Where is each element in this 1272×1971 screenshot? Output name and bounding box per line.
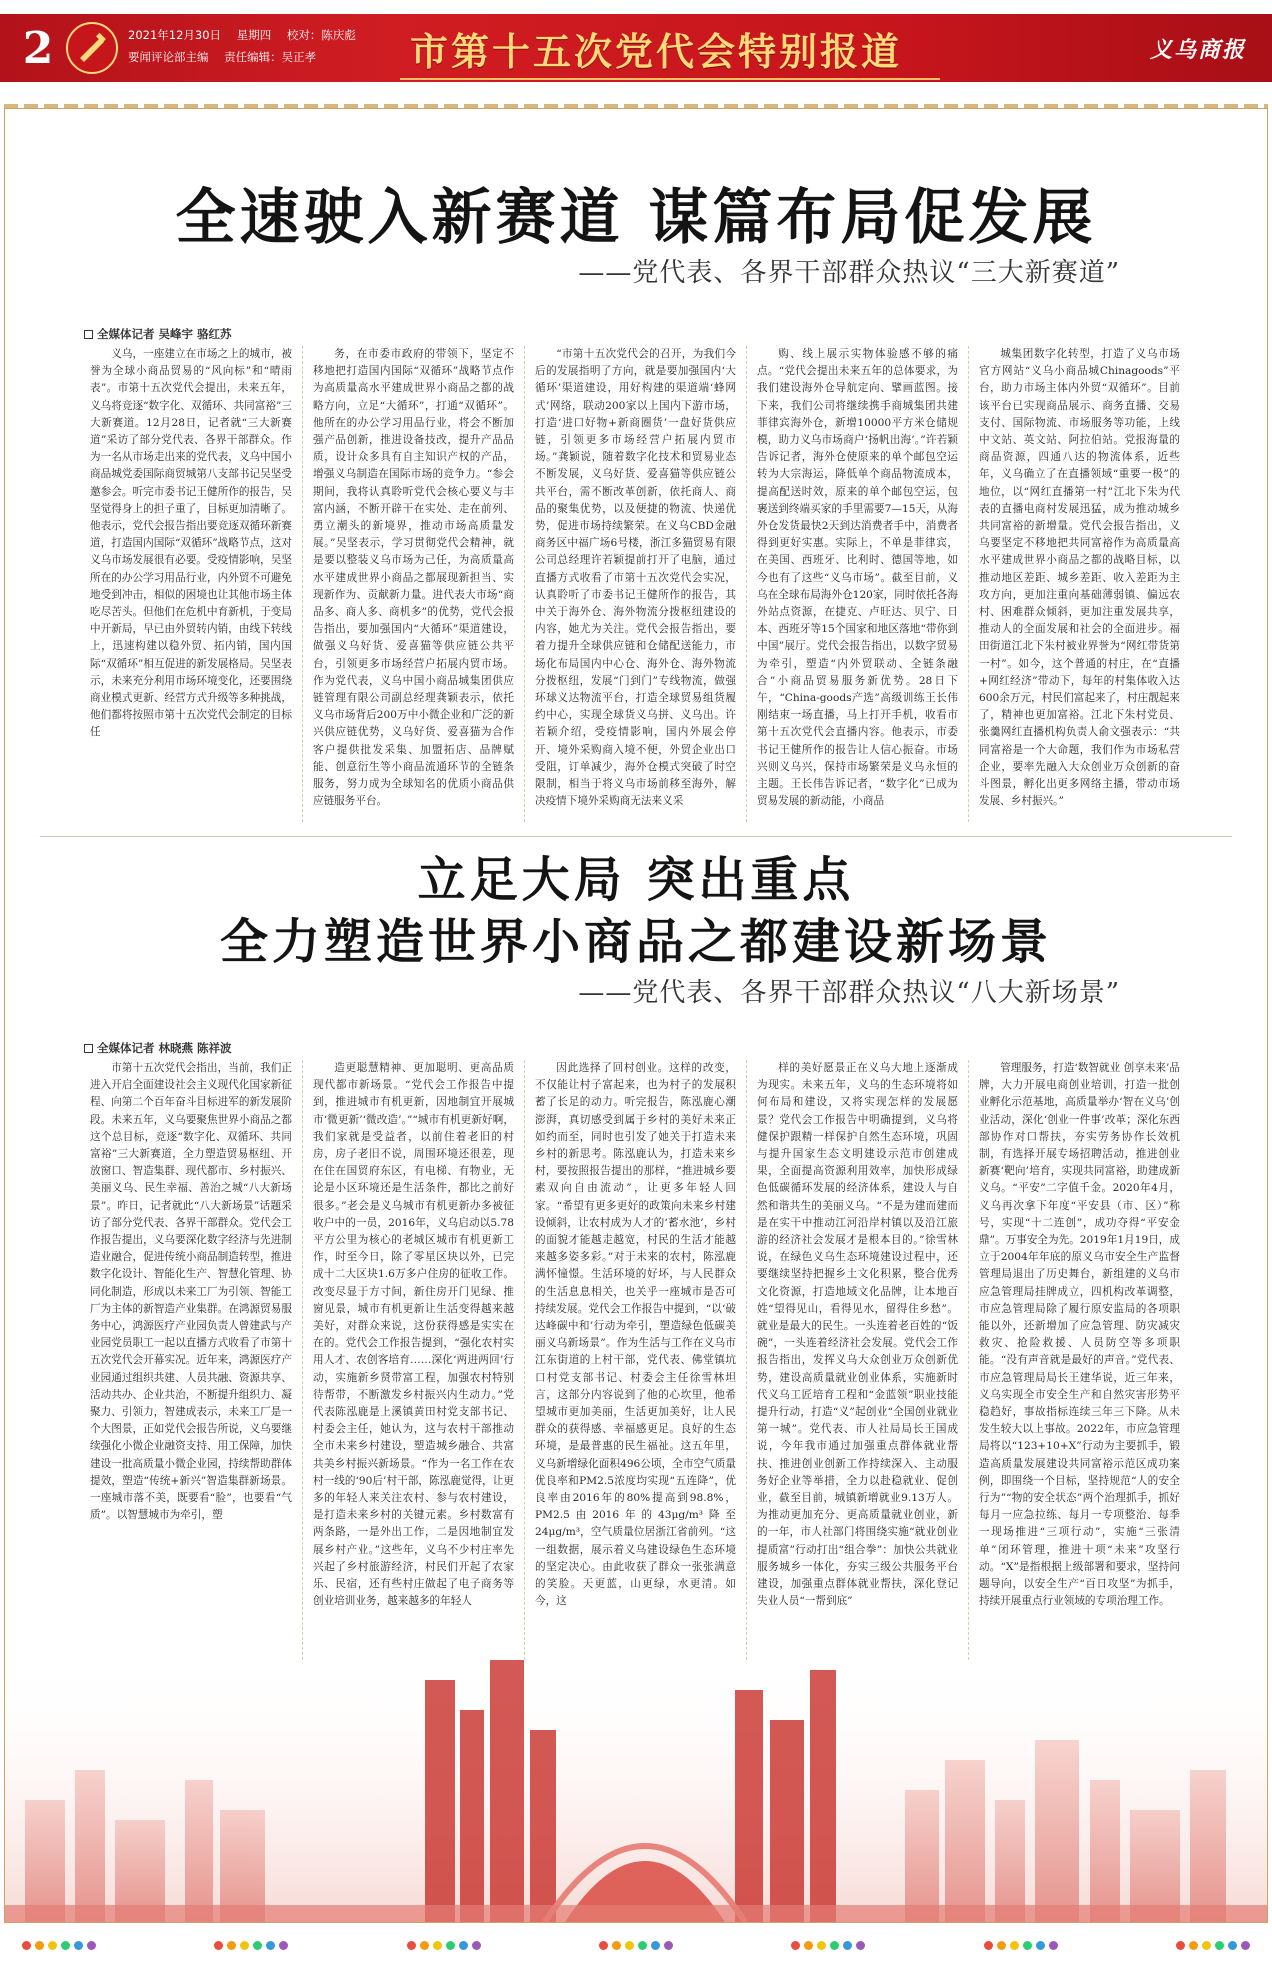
article1-column-1 bbox=[80, 346, 302, 822]
article2-byline bbox=[84, 1040, 232, 1056]
footer-dot bbox=[1036, 1941, 1045, 1950]
page-number: 2 bbox=[22, 22, 54, 74]
footer-dot-group bbox=[407, 1941, 481, 1950]
article1-column-4 bbox=[746, 346, 968, 822]
cityscape-illustration bbox=[5, 1650, 1267, 1922]
article1-headline: 全速驶入新赛道 谋篇布局促发展 bbox=[175, 183, 1097, 253]
article1-column-text: 购、线上展示实物体验感不够的痛点。“党代会提出未来五年的总体要求，为我们建设海外仓导航定向、擘画蓝图。接下来，我们公司将继续携手商城集团共建菲律宾海外仓，新增10000平方米仓储规模，助力义乌市场商户‘扬帆出海’。”许若颖告诉记者，海外仓使原来的单个邮包空运转为大宗海运，降低单个商品物流成本，提高配送时效，原来的单个邮包空运，包裹送到终端买家的手里需要7—15天，从海外仓发货最快2天到达消费者手中，消费者得到更好实惠。实际上，不单是菲律宾，在美国、西班牙、比利时、德国等地，如今也有了这些“义乌市场”。截至目前，义乌在全球布局海外仓120家，同时依托各海外站点资源，在捷克、卢旺达、贝宁、日本、西班牙等15个国家和地区落地“带你到中国”展厅。党代会报告指出，以数字贸易为牵引，塑造“内外贸联动、全链条融合”小商品贸易服务新优势。28日下午，“China-goods产选”高级训练王长伟刚结束一场直播，马上打开手机，收看市第十五次党代会直播内容。他表示，市委书记王健所作的报告让人信心振奋。市场兴则义乌兴，保持市场繁荣是义乌永恒的主题。王长伟告诉记者，“数字化”已成为贸易发展的新动能，小商品 bbox=[757, 348, 958, 808]
footer-dot bbox=[830, 1941, 839, 1950]
article2-body bbox=[80, 1060, 1190, 1660]
article2-column-2 bbox=[302, 1060, 524, 1660]
footer-dot bbox=[35, 1941, 44, 1950]
footer-dot bbox=[638, 1941, 647, 1950]
footer-dot bbox=[804, 1941, 813, 1950]
responsible-editor: 责任编辑：吴正孝 bbox=[224, 50, 317, 64]
article1-column-2 bbox=[302, 346, 524, 822]
article1-column-text: 义乌，一座建立在市场之上的城市，被誉为全球小商品贸易的“风向标”和“晴雨表”。市第十五次党代会提出，未来五年，义乌将竞逐“数字化、双循环、共同富裕”三大新赛道。12月28日，记者就“三大新赛道”采访了部分党代表、各界干部群众。作为一名从市场走出来的党代表，义乌中国小商品城党委国际商贸城第八支部书记吴坚受邀参会。听完市委书记王健所作的报告，吴坚觉得身上的担子重了，目标更加清晰了。他表示，党代会报告指出要竞逐双循环新赛道，打造国内国际“双循环”战略节点，这对义乌市场发展很有必要。受疫情影响，吴坚所在的办公学习用品行业，内外贸不可避免地受到冲击，相似的困境也让其他市场主体吃尽苦头。但他们在危机中育新机，于变局中开新局，早已由外贸转内销，由线下转线上，迅速构建以稳外贸、拓内销，国内国际“双循环”相互促进的新发展格局。吴坚表示，未来充分利用市场环境变化，还要围绕商业模式更新、经营方式升级等多种挑战，他们都将按照市第十五次党代会制定的目标任 bbox=[90, 348, 292, 739]
article2-column-1 bbox=[80, 1060, 302, 1660]
footer-dot bbox=[1189, 1941, 1198, 1950]
footer-dot bbox=[625, 1941, 634, 1950]
footer-dot bbox=[253, 1941, 262, 1950]
byline-marker-icon bbox=[84, 1044, 93, 1053]
footer-dot bbox=[1228, 1941, 1237, 1950]
footer-dot bbox=[843, 1941, 852, 1950]
footer-dot bbox=[48, 1941, 57, 1950]
footer-dot bbox=[279, 1941, 288, 1950]
editor-line bbox=[128, 46, 368, 68]
title-rule bbox=[400, 78, 940, 80]
article2-column-4 bbox=[746, 1060, 968, 1660]
footer-dot bbox=[1010, 1941, 1019, 1950]
article1-byline-text: 全媒体记者 吴峰宇 骆红苏 bbox=[97, 327, 232, 341]
masthead bbox=[0, 0, 1272, 98]
footer-dot-group bbox=[22, 1941, 96, 1950]
footer-dot bbox=[664, 1941, 673, 1950]
footer-dot-group bbox=[599, 1941, 673, 1950]
article1-column-3 bbox=[524, 346, 746, 822]
article1-column-text: 务，在市委市政府的带领下，坚定不移地把打造国内国际“双循环”战略节点作为高质量高水平建成世界小商品之都的战略方向，立足“大循环”，打通“双循环”。他所在的办公学习用品行业，将会不断加强产品创新，推进设备技改，提升产品品质，设计众多具有自主知识产权的产品，增强义乌制造在国际市场的竞争力。“参会期间，我将认真聆听党代会核心要义与丰富内涵，不断开辟干在实处、走在前列、勇立潮头的新境界，推动市场高质量发展。”吴坚表示，学习贯彻党代会精神，就是要以整装义乌市场为己任，为高质量高水平建成世界小商品之都展现新担当、实现新作为、贡献新力量。进代表大市场“商品多、商人多、商机多”的优势，党代会报告指出，要加强国内“大循环”渠道建设，做强义乌好货、爱喜猫等供应链公共平台，引领更多市场经营户拓展内贸市场。作为党代表，义乌中国小商品城集团供应链管理有限公司副总经理龚颖表示，依托义乌市场背后200万中小微企业和广泛的新兴供应链优势，义乌好货、爱喜猫为合作客户提供批发采集、加盟拓店、品牌赋能、创意衍生等小商品流通环节的全链条服务，努力成为全球知名的优质小商品供应链服务平台。 bbox=[313, 348, 514, 808]
footer-dot bbox=[1176, 1941, 1185, 1950]
footer-dot bbox=[856, 1941, 865, 1950]
footer-dot bbox=[984, 1941, 993, 1950]
article2-column-3 bbox=[524, 1060, 746, 1660]
footer-dot bbox=[1241, 1941, 1250, 1950]
issue-date: 2021年12月30日 bbox=[128, 28, 222, 42]
footer-dot-group bbox=[214, 1941, 288, 1950]
footer-dot bbox=[472, 1941, 481, 1950]
masthead-meta bbox=[128, 24, 368, 68]
article2-column-text: 市第十五次党代会指出，当前，我们正进入开启全面建设社会主义现代化国家新征程、向第二个百年奋斗目标进军的新发展阶段。未来五年，义乌要聚焦世界小商品之都这个总目标，竞逐“数字化、双循环、共同富裕”三大新赛道，全力塑造贸易枢纽、开放窗口、智造集群、现代都市、乡村振兴、美丽义乌、民生幸福、善治之城“八大新场景”。昨日，记者就此“八大新场景”话题采访了部分党代表、各界干部群众。党代会工作报告提出，义乌要深化数字经济与先进制造业融合，促进传统小商品制造转型，推进数字化设计、智能化生产、智慧化管理、协同化制造，形成以未来工厂为引领、智能工厂为主体的新智造产业集群。在鸿源贸易服务中心，鸿源医疗产业园负责人曾建武与产业园党员职工一起以直播方式收看了市第十五次党代会开幕实况。近年来，鸿源医疗产业园通过组织共建、人员共融、资源共享、活动共办、企业共治，不断提升组织力、凝聚力、引领力，智建成表示，未来工厂是一个大图景，正如党代会报告所说，义乌要继续强化小微企业融资支持、用工保障，加快建设一批高质量小微企业园，持续帮助群体提效，塑造“传统+新兴”智造集群新场景。一座城市落不美，既要看“脸”，也要看“气质”。以智慧城市为牵引，塑 bbox=[90, 1062, 292, 1522]
footer-dot bbox=[1202, 1941, 1211, 1950]
footer-dot bbox=[459, 1941, 468, 1950]
footer-dot bbox=[599, 1941, 608, 1950]
paper-logo: 义乌商报 bbox=[1149, 36, 1246, 63]
footer-dot bbox=[791, 1941, 800, 1950]
article2-column-text: 因此选择了回村创业。这样的改变，不仅能让村子富起来，也为村子的发展积蓄了长足的动力。听完报告，陈泓鹿心潮澎湃，真切感受到属于乡村的美好未来正如约而至，同时也引发了她关于打造未来乡村的新思考。陈泓鹿认为，打造未来乡村，要按照报告提出的那样，“推进城乡要素双向自由流动”，让更多年轻人回家。“希望有更多更好的政策向未来乡村建设倾斜，让农村成为人才的‘蓄水池’，乡村的面貌才能越走越宽，村民的生活才能越来越多姿多彩。”对于未来的农村，陈泓鹿满怀憧憬。生活环境的好坏，与人民群众的生活息息相关，也关乎一座城市是否可持续发展。党代会工作报告中提到，“以‘破达峰碳中和’行动为牵引，塑造绿色低碳美丽义乌新场景”。作为生活与工作在义乌市江东街道的上村干部，党代表、佛堂镇坑口村党支部书记、村委会主任徐雪林坦言，这部分内容说到了他的心坎里，他希望城市更加美丽，生活更加美好，让人民群众的获得感、幸福感更足。良好的生态环境，是最普惠的民生福祉。这五年里，义乌新增绿化面积496公顷，全市空气质量优良率和PM2.5浓度均实现“五连降”，优良率由2016年的80%提高到98.8%，PM2.5由2016年的43μg/m³降至24μg/m³，空气质量位居浙江省前列。“这一组数据，展示着义乌建设绿色生态环境的坚定决心。由此收获了群众一张张满意的笑脸。天更蓝，山更绿，水更清。如今，这 bbox=[535, 1062, 736, 1608]
article2-byline-text: 全媒体记者 林晓燕 陈祥波 bbox=[97, 1041, 232, 1055]
footer-dot bbox=[240, 1941, 249, 1950]
footer-dot bbox=[612, 1941, 621, 1950]
footer-dot bbox=[407, 1941, 416, 1950]
article-divider bbox=[40, 836, 1232, 837]
article2-subhead: ——党代表、各界干部群众热议“八大新场景” bbox=[578, 978, 1120, 1008]
article2-column-text: 造更聪慧精神、更加聪明、更高品质现代都市新场景。“党代会工作报告中提到，推进城市有机更新，因地制宜开展城市‘微更新’‘微改造’。”“城市有机更新好啊，我们家就是受益者，以前住着老旧的村房，房子老旧不说，周围环境还很差，现在住在国贸府东区，有电梯、有物业，无论是小区环境还是生活条件，都比之前好很多。”老会是义乌城市有机更新办多被征收户中的一员，2016年，义乌启动以5.78平方公里为核心的老城区城市有机更新工作，时至今日，除了零星区块以外，已完成十二大区块1.6万多户住房的征收工作。改变尽显于方寸间，新住房开门见绿、推窗见景，城市有机更新让生活变得越来越美好，对群众来说，这份获得感是实实在在的。党代会工作报告提到，“强化农村实用人才、农创客培育……深化‘两进两回’行动，实施新乡贤带富工程，加强农村特别待帮带，不断激发乡村振兴内生动力。”党代表陈泓鹿是上溪镇黄田村党支部书记、村委会主任，她认为，这与农村干部推动全市未来乡村建设，塑造城乡融合、共富共美乡村振兴新场景。“作为一名工作在农村一线的‘90后’村干部，陈泓鹿觉得，让更多的年轻人来关注农村、参与农村建设，是打造未来乡村的关键元素。乡村数富有两条路，一是外出工作，二是因地制宜发展乡村产业。”这些年，义乌不少村庄率先兴起了乡村旅游经济，村民们开起了农家乐、民宿，还有些村庄做起了电子商务等创业培训业务，越来越多的年轻人 bbox=[313, 1062, 514, 1608]
footer-dot bbox=[1049, 1941, 1058, 1950]
footer-dot bbox=[997, 1941, 1006, 1950]
article1-column-text: 城集团数字化转型，打造了义乌市场官方网站“义乌小商品城Chinagoods”平台，助力市场主体内外贸“双循环”。目前该平台已实现商品展示、商务直播、交易支付、国际物流、市场服务等功能，上线中文站、英文站、阿拉伯站。党报海量的商品资源，四通八达的物流体系，近些年，义乌确立了在直播领域“重要一极”的地位，以“网红直播第一村”江北下朱为代表的直播电商村发展迅猛，成为推动城乡共同富裕的新增量。党代会报告指出，义乌要坚定不移地把共同富裕作为高质量高水平建成世界小商品之都的战略目标，以推动地区差距、城乡差距、收入差距为主攻方向，更加注重向基础薄弱镇、偏远农村、困难群众倾斜，更加注重发展共享，推动人的全面发展和社会的全面进步。福田街道江北下朱村被业界誉为“网红带货第一村”。如今，这个普通的村庄，在“直播+网红经济”带动下，每年的村集体收入达600余万元，村民们富起来了，村庄靓起来了，精神也更加富裕。江北下朱村党员、张羹网红直播机构负责人俞文强表示：“共同富裕是一个大命题，我们作为市场私营企业，要率先融入大众创业万众创新的奋斗图景，孵化出更多网络主播，带动市场发展、乡村振兴。” bbox=[979, 348, 1180, 808]
article2-headline-line2: 全力塑造世界小商品之都建设新场景 bbox=[219, 914, 1052, 970]
footer-dot bbox=[446, 1941, 455, 1950]
footer-dot-group bbox=[1176, 1941, 1250, 1950]
special-report-title: 市第十五次党代会特别报道 bbox=[410, 28, 903, 74]
issue-weekday: 星期四 bbox=[236, 28, 272, 42]
article1-column-text: “市第十五次党代会的召开，为我们今后的发展指明了方向，就是要加强国内‘大循环’渠道建设，用好构建的渠道端‘蜂网式’网络，联动200家以上国内下游市场，打造‘进口好物+新商圈货’一盘好货供应链，引领更多市场经营户拓展内贸市场。”龚颖说，随着数字化技术和贸易业态不断发展，义乌好货、爱喜猫等供应链公共平台，需不断改革创新，依托商人、商品的聚集优势，以及便捷的物流、快递优势，促进市场持续繁荣。在义乌CBD金融商务区中福广场6号楼，浙江多猫贸易有限公司总经理许若颖提前打开了电脑，通过直播方式收看了市第十五次党代会实况，认真聆听了市委书记王健所作的报告，其中关于海外仓、海外物流分拨枢纽建设的内容，她尤为关注。党代会报告指出，要着力提升全球供应链和仓储配送能力，市场化布局国内中心仓、海外仓、海外物流分拨枢纽，发展“门到门”专线物流，做强环球义达物流平台，打造全球贸易组货履约中心，实现全球货义乌拼、义乌出。许若颖介绍，受疫情影响，国内外展会停开、境外采购商入境不便，外贸企业出口受阻，订单减少，海外仓模式突破了时空限制，相当于将义乌市场前移至海外，解决疫情下境外采购商无法来义采 bbox=[535, 348, 736, 808]
footer-dot bbox=[817, 1941, 826, 1950]
footer-dot bbox=[651, 1941, 660, 1950]
article1-subhead: ——党代表、各界干部群众热议“三大新赛道” bbox=[578, 258, 1120, 288]
footer-dot bbox=[61, 1941, 70, 1950]
article1-byline bbox=[84, 326, 232, 342]
byline-marker-icon bbox=[84, 330, 93, 339]
footer-dot bbox=[266, 1941, 275, 1950]
footer-dot-group bbox=[791, 1941, 865, 1950]
footer-dot bbox=[1215, 1941, 1224, 1950]
article2-headline-line1: 立足大局 突出重点 bbox=[417, 852, 855, 908]
footer-dot bbox=[87, 1941, 96, 1950]
footer-dot-group bbox=[984, 1941, 1058, 1950]
article2-column-text: 样的美好愿景正在义乌大地上逐渐成为现实。未来五年，义乌的生态环境将如何布局和建设，又将实现怎样的发展愿景？党代会工作报告中明确提到，义乌将健保护跟精一样保护自然生态环境，巩固与提升国家生态文明建设示范市创建成果，全面提高资源利用效率，加快形成绿色低碳循环发展的经济体系，建设人与自然和谐共生的美丽义乌。“不是为建而建而是在实干中推动江河沿岸村镇以及沿江旅游的经济社会发展才是根本目的。”徐雪林说，在绿色义乌生态环境建设过程中，还要继续坚持把握乡土文化积累，整合优秀文化资源，打造地域文化品牌，让本地百姓“望得见山，看得见水，留得住乡愁”。就业是最大的民生。一头连着老百姓的“饭碗”，一头连着经济社会发展。党代会工作报告指出，发挥义乌大众创业万众创新优势，建设高质量就业创业体系，实施新时代义乌工匠培育工程和“金蓝领”职业技能提升行动，打造“义”起创业“全国创业就业第一城”。党代表、市人社局局长王国成说，今年我市通过加强重点群体就业帮扶、推进创业创新工作持续深入、主动服务好企业等举措，全力以赴稳就业、促创业，截至目前，城镇新增就业9.13万人。为推动更加充分、更高质量就业创业，新的一年，市人社部门将围绕实施“就业创业提质富”行动打出“组合拳”：加快公共就业服务城乡一体化，夯实三级公共服务平台建设，加强重点群体就业帮扶，深化登记失业人员“一帮到底” bbox=[757, 1062, 958, 1608]
footer-dot bbox=[1023, 1941, 1032, 1950]
department-editor: 要闻评论部主编 bbox=[128, 50, 209, 64]
article1-body bbox=[80, 346, 1190, 822]
proofreader: 校对：陈庆彪 bbox=[286, 28, 356, 42]
footer-dot bbox=[74, 1941, 83, 1950]
date-line bbox=[128, 24, 368, 46]
article1-column-5 bbox=[968, 346, 1190, 822]
article2-column-5 bbox=[968, 1060, 1190, 1660]
footer-dot bbox=[22, 1941, 31, 1950]
footer-dot bbox=[433, 1941, 442, 1950]
footer-dot bbox=[214, 1941, 223, 1950]
footer-dot bbox=[227, 1941, 236, 1950]
footer-dot bbox=[420, 1941, 429, 1950]
article2-column-text: 管理服务，打造‘数智就业 创享未来’品牌，大力开展电商创业培训，打造一批创业孵化示范基地，高质量举办‘智在义乌’创业活动，深化‘创业一件事’改革；深化东西部协作对口帮扶，夯实劳务协作长效机制，有选择开展专场招聘活动，推进创业新赛‘靶向’培育，实现共同富裕，助建成新义乌。“平安”二字值千金。2020年4月，义乌再次拿下年度“平安县（市、区）”称号，实现“十二连创”，成功夺得“平安金鼎”。万事安全为先。2019年1月19日，成立于2004年年底的原义乌市安全生产监督管理局退出了历史舞台，新组建的义乌市应急管理局挂牌成立，四机构改革调整，市应急管理局除了履行原安监局的各项职能以外，还新增加了应急管理、防灾减灾救灾、抢险救援、人员防空等多项职能。“没有声音就是最好的声音。”党代表、市应急管理局局长王建华说，近三年来，义乌实现全市安全生产和自然灾害形势平稳趋好，事故指标连续三年三下降。从未发生较大以上事故。2022年，市应急管理局将以“123+10+X”行动为主要抓手，锻造高质量发展建设共同富裕示范区成功案例，即围绕一个目标，坚持规范“人的安全行为”“物的安全状态”两个治理抓手，抓好每月一应急拉练、每月一专项整治、每季一现场推进“三项行动”，实施“三张清单”闭环管理，推进十项“未来”攻坚行动。“X”是指根据上级部署和要求，坚持问题导向，以安全生产“百日攻坚”为抓手，持续开展重点行业领域的专项治理工作。 bbox=[979, 1062, 1180, 1608]
party-emblem-icon bbox=[66, 22, 118, 74]
footer-dots bbox=[0, 1930, 1272, 1960]
